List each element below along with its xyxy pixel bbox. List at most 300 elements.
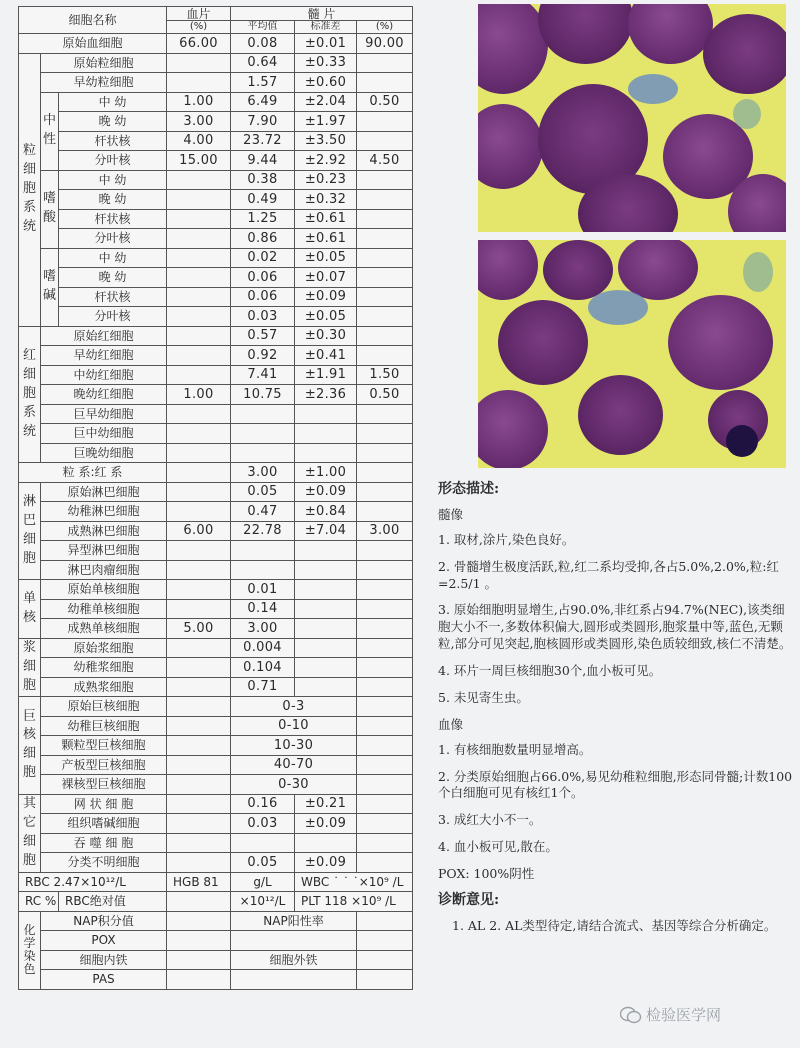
table-cell bbox=[357, 697, 413, 717]
table-cell bbox=[295, 560, 357, 580]
table-cell: 原始浆细胞 bbox=[41, 638, 167, 658]
table-cell: 分叶核 bbox=[59, 307, 167, 327]
table-cell bbox=[167, 346, 231, 366]
table-cell bbox=[167, 326, 231, 346]
table-cell bbox=[357, 580, 413, 600]
table-cell: 产板型巨核细胞 bbox=[41, 755, 167, 775]
table-cell: ±0.07 bbox=[295, 268, 357, 288]
table-cell: 0.50 bbox=[357, 385, 413, 405]
group-neutrophil bbox=[41, 92, 59, 170]
table-cell bbox=[357, 814, 413, 834]
table-cell bbox=[357, 541, 413, 561]
table-cell: 1.00 bbox=[167, 385, 231, 405]
diagnosis-title: 诊断意见: bbox=[438, 891, 500, 908]
table-cell bbox=[357, 209, 413, 229]
watermark-text: 检验医学网 bbox=[646, 1006, 722, 1024]
table-cell bbox=[167, 599, 231, 619]
table-row bbox=[19, 853, 413, 873]
table-cell bbox=[231, 560, 295, 580]
table-cell: 原始巨核细胞 bbox=[41, 697, 167, 717]
group-char: 细 bbox=[22, 834, 36, 849]
table-cell: ±0.05 bbox=[295, 248, 357, 268]
table-cell: 4.00 bbox=[167, 131, 231, 151]
marrow-findings bbox=[438, 532, 793, 707]
table-cell: ±2.92 bbox=[295, 151, 357, 171]
header-cell-name: 细胞名称 bbox=[19, 7, 167, 34]
table-cell: 异型淋巴细胞 bbox=[41, 541, 167, 561]
table-row bbox=[19, 404, 413, 424]
lab-row-1 bbox=[19, 872, 413, 892]
table-cell: ±0.60 bbox=[295, 73, 357, 93]
table-cell bbox=[295, 443, 357, 463]
table-cell bbox=[167, 853, 231, 873]
micrograph-top bbox=[478, 4, 786, 232]
table-cell bbox=[357, 833, 413, 853]
table-cell: 巨中幼细胞 bbox=[41, 424, 167, 444]
micrograph-bottom bbox=[478, 240, 786, 468]
chem-row-4 bbox=[19, 970, 413, 990]
group-char: 中 bbox=[43, 113, 57, 129]
table-cell: 中幼红细胞 bbox=[41, 365, 167, 385]
table-cell: 0.71 bbox=[231, 677, 295, 697]
table-cell: 组织嗜碱细胞 bbox=[41, 814, 167, 834]
table-cell bbox=[167, 190, 231, 210]
table-cell bbox=[357, 619, 413, 639]
finding-item: 1. 取材,涂片,染色良好。 bbox=[438, 531, 575, 547]
table-cell bbox=[167, 53, 231, 73]
group-char: 统 bbox=[22, 218, 36, 234]
table-row bbox=[19, 248, 413, 268]
table-cell bbox=[357, 73, 413, 93]
table-row bbox=[19, 814, 413, 834]
description-title: 形态描述: bbox=[438, 481, 500, 497]
table-row bbox=[19, 131, 413, 151]
table-cell: 早幼粒细胞 bbox=[41, 73, 167, 93]
table-row bbox=[19, 209, 413, 229]
group-char: 细 bbox=[22, 366, 36, 382]
table-row bbox=[19, 424, 413, 444]
header-marrow: 髓 片 bbox=[231, 7, 413, 21]
group-char: 细 bbox=[22, 658, 36, 674]
header-blood-unit: (%) bbox=[167, 21, 231, 34]
group-char: 它 bbox=[22, 815, 36, 831]
table-cell bbox=[357, 716, 413, 736]
table-cell bbox=[167, 307, 231, 327]
table-cell: 幼稚巨核细胞 bbox=[41, 716, 167, 736]
table-cell: 1.25 bbox=[231, 209, 295, 229]
table-cell bbox=[357, 326, 413, 346]
table-cell: 分叶核 bbox=[59, 151, 167, 171]
table-cell: 中 幼 bbox=[59, 170, 167, 190]
chem-row-3 bbox=[19, 950, 413, 970]
wbc-value: WBC ˙ ˙ ˙×10⁹ /L bbox=[295, 872, 413, 892]
finding-item: 3. 成红大小不一。 bbox=[438, 812, 542, 828]
table-cell: 杆状核 bbox=[59, 287, 167, 307]
table-row bbox=[19, 170, 413, 190]
table-cell: 原始淋巴细胞 bbox=[41, 482, 167, 502]
table-cell: 分类不明细胞 bbox=[41, 853, 167, 873]
table-cell: ±0.41 bbox=[295, 346, 357, 366]
table-cell bbox=[167, 794, 231, 814]
header-pct: (%) bbox=[357, 21, 413, 34]
header-sd: 标准差 bbox=[295, 21, 357, 34]
table-row bbox=[19, 326, 413, 346]
table-cell bbox=[167, 755, 231, 775]
table-row bbox=[19, 521, 413, 541]
table-cell: 7.41 bbox=[231, 365, 295, 385]
table-row bbox=[19, 365, 413, 385]
group-char: 核 bbox=[22, 727, 36, 743]
table-row bbox=[19, 268, 413, 288]
table-row bbox=[19, 638, 413, 658]
table-cell: ±0.09 bbox=[295, 482, 357, 502]
group-char: 胞 bbox=[22, 765, 36, 781]
table-cell: ±0.23 bbox=[295, 170, 357, 190]
table-cell bbox=[357, 560, 413, 580]
group-char: 细 bbox=[22, 531, 36, 547]
table-cell: ±0.09 bbox=[295, 814, 357, 834]
table-cell bbox=[357, 268, 413, 288]
table-cell: 幼稚单核细胞 bbox=[41, 599, 167, 619]
group-char: 核 bbox=[22, 609, 36, 625]
table-cell: 晚 幼 bbox=[59, 190, 167, 210]
table-cell bbox=[357, 307, 413, 327]
table-cell: 1.50 bbox=[357, 365, 413, 385]
group-char: 酸 bbox=[43, 210, 57, 225]
table-cell bbox=[357, 736, 413, 756]
table-cell: ±1.00 bbox=[295, 463, 357, 483]
finding-item: 3. 原始细胞明显增生,占90.0%,非红系占94.7%(NEC),该类细胞大小不一,多数体积偏大,圆形或类圆形,胞浆量中等,蓝色,无颗粒,部分可见突起,胞核圆形或类圆形,染色质较细致,核仁不清楚。 bbox=[438, 602, 792, 652]
table-row bbox=[19, 677, 413, 697]
table-cell bbox=[167, 287, 231, 307]
table-cell bbox=[295, 404, 357, 424]
header-row-1 bbox=[19, 7, 413, 21]
group-char: 学 bbox=[23, 935, 36, 950]
rbc-value: RBC 2.47×10¹²/L bbox=[19, 872, 167, 892]
table-cell: 0.38 bbox=[231, 170, 295, 190]
table-cell bbox=[295, 619, 357, 639]
table-cell bbox=[357, 638, 413, 658]
table-cell: 0.16 bbox=[231, 794, 295, 814]
table-cell: 0.50 bbox=[357, 92, 413, 112]
table-cell: 0.01 bbox=[231, 580, 295, 600]
table-cell: 晚 幼 bbox=[59, 112, 167, 132]
table-cell bbox=[167, 775, 231, 795]
group-chem-stain bbox=[19, 911, 41, 989]
group-char: 统 bbox=[22, 423, 36, 439]
group-char: 系 bbox=[22, 199, 36, 215]
table-cell bbox=[167, 170, 231, 190]
nap-score-label: NAP积分值 bbox=[41, 911, 167, 931]
table-cell bbox=[167, 209, 231, 229]
table-cell: ±1.91 bbox=[295, 365, 357, 385]
table-cell bbox=[167, 482, 231, 502]
group-monocyte bbox=[19, 580, 41, 639]
table-cell: 23.72 bbox=[231, 131, 295, 151]
blood-title: 血像 bbox=[438, 716, 464, 732]
marrow-title: 髓像 bbox=[438, 506, 464, 522]
table-cell bbox=[231, 404, 295, 424]
table-row bbox=[19, 794, 413, 814]
group-eosinophil bbox=[41, 170, 59, 248]
group-basophil bbox=[41, 248, 59, 326]
table-cell bbox=[167, 716, 231, 736]
table-cell bbox=[357, 794, 413, 814]
table-row bbox=[19, 619, 413, 639]
table-cell: 成熟浆细胞 bbox=[41, 677, 167, 697]
pox-label: POX bbox=[41, 931, 167, 951]
table-cell: ±0.21 bbox=[295, 794, 357, 814]
table-row bbox=[19, 287, 413, 307]
blood-findings bbox=[438, 742, 793, 856]
pox-result: POX: 100%阴性 bbox=[438, 866, 535, 882]
table-cell bbox=[167, 560, 231, 580]
table-cell: 0.92 bbox=[231, 346, 295, 366]
table-cell bbox=[167, 424, 231, 444]
table-row bbox=[19, 92, 413, 112]
table-cell: 成熟单核细胞 bbox=[41, 619, 167, 639]
table-cell: 粒 系:红 系 bbox=[19, 463, 167, 483]
table-row bbox=[19, 346, 413, 366]
table-cell bbox=[295, 599, 357, 619]
table-row bbox=[19, 385, 413, 405]
table-cell bbox=[167, 404, 231, 424]
table-cell bbox=[295, 677, 357, 697]
pas-label: PAS bbox=[41, 970, 167, 990]
table-cell bbox=[357, 443, 413, 463]
table-cell bbox=[167, 443, 231, 463]
table-cell bbox=[167, 73, 231, 93]
table-cell: 3.00 bbox=[357, 521, 413, 541]
table-cell bbox=[357, 229, 413, 249]
group-char: 巴 bbox=[22, 512, 36, 528]
table-cell bbox=[167, 248, 231, 268]
table-cell: 巨晚幼细胞 bbox=[41, 443, 167, 463]
group-char: 碱 bbox=[43, 288, 57, 303]
table-cell: 晚 幼 bbox=[59, 268, 167, 288]
table-cell: ±0.84 bbox=[295, 502, 357, 522]
table-cell bbox=[357, 853, 413, 873]
table-cell bbox=[357, 424, 413, 444]
table-cell bbox=[295, 580, 357, 600]
table-row bbox=[19, 482, 413, 502]
table-cell bbox=[167, 736, 231, 756]
group-char: 系 bbox=[22, 404, 36, 420]
table-cell bbox=[295, 541, 357, 561]
table-cell bbox=[167, 697, 231, 717]
table-cell bbox=[167, 365, 231, 385]
table-cell bbox=[167, 502, 231, 522]
table-cell: 0.57 bbox=[231, 326, 295, 346]
table-cell: 0.05 bbox=[231, 482, 295, 502]
table-cell bbox=[357, 658, 413, 678]
group-char: 嗜 bbox=[43, 269, 57, 285]
table-cell: 0.49 bbox=[231, 190, 295, 210]
table-row bbox=[19, 755, 413, 775]
group-char: 性 bbox=[43, 132, 57, 147]
table-cell bbox=[295, 424, 357, 444]
group-lymphocyte bbox=[19, 482, 41, 580]
table-cell: 中 幼 bbox=[59, 92, 167, 112]
table-cell: 90.00 bbox=[357, 34, 413, 54]
table-cell bbox=[357, 775, 413, 795]
table-cell: 0.05 bbox=[231, 853, 295, 873]
table-cell: 0.47 bbox=[231, 502, 295, 522]
table-row bbox=[19, 736, 413, 756]
group-char: 红 bbox=[22, 348, 36, 364]
table-cell bbox=[357, 502, 413, 522]
table-cell: 6.00 bbox=[167, 521, 231, 541]
finding-item: 2. 分类原始细胞占66.0%,易见幼稚粒细胞,形态同骨髓;计数100个白细胞可见有核红1个。 bbox=[438, 768, 793, 801]
group-plasma bbox=[19, 638, 41, 697]
table-cell: 裸核型巨核细胞 bbox=[41, 775, 167, 795]
table-cell bbox=[357, 404, 413, 424]
table-row bbox=[19, 34, 413, 54]
table-cell bbox=[357, 190, 413, 210]
table-cell bbox=[167, 580, 231, 600]
table-cell: 原始红细胞 bbox=[41, 326, 167, 346]
table-cell: 0.104 bbox=[231, 658, 295, 678]
table-cell: 3.00 bbox=[167, 112, 231, 132]
rbc-abs-label: RBC绝对值 bbox=[59, 892, 167, 912]
group-char: 细 bbox=[22, 746, 36, 762]
table-cell: 早幼红细胞 bbox=[41, 346, 167, 366]
table-cell: 0-30 bbox=[231, 775, 357, 795]
group-char: 胞 bbox=[22, 181, 36, 197]
table-cell: 4.50 bbox=[357, 151, 413, 171]
table-row bbox=[19, 229, 413, 249]
table-cell: 0.004 bbox=[231, 638, 295, 658]
table-cell: 原始单核细胞 bbox=[41, 580, 167, 600]
watermark bbox=[620, 1004, 721, 1025]
table-cell: 0.06 bbox=[231, 268, 295, 288]
table-cell bbox=[167, 541, 231, 561]
table-row bbox=[19, 697, 413, 717]
table-cell bbox=[295, 833, 357, 853]
table-cell bbox=[231, 424, 295, 444]
table-row bbox=[19, 599, 413, 619]
table-cell: 杆状核 bbox=[59, 131, 167, 151]
table-cell: ±2.36 bbox=[295, 385, 357, 405]
table-cell: 0.02 bbox=[231, 248, 295, 268]
table-cell: 0-3 bbox=[231, 697, 357, 717]
table-row bbox=[19, 541, 413, 561]
group-char: 淋 bbox=[22, 494, 36, 510]
table-cell: 3.00 bbox=[231, 619, 295, 639]
lab-row-2 bbox=[19, 892, 413, 912]
group-char: 巨 bbox=[22, 708, 36, 724]
iron-in-label: 细胞内铁 bbox=[41, 950, 167, 970]
rbc-abs-unit: ×10¹²/L bbox=[231, 892, 295, 912]
table-row bbox=[19, 151, 413, 171]
rc-value: RC % bbox=[19, 892, 59, 912]
group-char: 胞 bbox=[22, 852, 36, 868]
table-cell: 0.08 bbox=[231, 34, 295, 54]
group-char: 染 bbox=[23, 949, 36, 963]
group-char: 嗜 bbox=[43, 191, 57, 207]
table-cell: 0.14 bbox=[231, 599, 295, 619]
finding-item: 2. 骨髓增生极度活跃,粒,红二系均受抑,各占5.0%,2.0%,粒:红=2.5/1 。 bbox=[438, 558, 779, 591]
table-cell: 22.78 bbox=[231, 521, 295, 541]
group-char: 单 bbox=[22, 590, 36, 606]
table-cell: ±0.09 bbox=[295, 287, 357, 307]
table-cell: 晚幼红细胞 bbox=[41, 385, 167, 405]
table-cell: 淋巴肉瘤细胞 bbox=[41, 560, 167, 580]
table-cell: 66.00 bbox=[167, 34, 231, 54]
table-cell: 巨早幼细胞 bbox=[41, 404, 167, 424]
group-megakaryocyte bbox=[19, 697, 41, 795]
table-cell: 5.00 bbox=[167, 619, 231, 639]
table-cell bbox=[357, 755, 413, 775]
group-char: 其 bbox=[22, 796, 36, 812]
table-cell: 1.00 bbox=[167, 92, 231, 112]
chem-row-1 bbox=[19, 911, 413, 931]
table-cell: 7.90 bbox=[231, 112, 295, 132]
plt-value: PLT 118 ×10⁹ /L bbox=[295, 892, 413, 912]
table-cell: 0-10 bbox=[231, 716, 357, 736]
table-cell bbox=[295, 658, 357, 678]
table-cell: 1.57 bbox=[231, 73, 295, 93]
table-cell: 40-70 bbox=[231, 755, 357, 775]
table-cell: ±0.01 bbox=[295, 34, 357, 54]
table-cell bbox=[357, 599, 413, 619]
table-cell bbox=[357, 482, 413, 502]
table-cell: 10.75 bbox=[231, 385, 295, 405]
table-cell bbox=[167, 833, 231, 853]
morphology-description bbox=[438, 480, 793, 943]
marrow-report-table bbox=[18, 6, 413, 990]
hgb-value: HGB 81 bbox=[167, 872, 231, 892]
table-cell: ±0.61 bbox=[295, 229, 357, 249]
table-cell: ±0.09 bbox=[295, 853, 357, 873]
table-cell bbox=[357, 170, 413, 190]
table-cell bbox=[295, 638, 357, 658]
table-cell: 幼稚淋巴细胞 bbox=[41, 502, 167, 522]
table-cell bbox=[357, 131, 413, 151]
table-cell: ±1.97 bbox=[295, 112, 357, 132]
table-cell: 9.44 bbox=[231, 151, 295, 171]
table-cell: 0.86 bbox=[231, 229, 295, 249]
table-cell: 分叶核 bbox=[59, 229, 167, 249]
table-cell bbox=[231, 541, 295, 561]
table-row bbox=[19, 833, 413, 853]
table-row bbox=[19, 112, 413, 132]
diagnosis-text: 1. AL 2. AL类型待定,请结合流式、基因等综合分析确定。 bbox=[452, 917, 777, 933]
table-cell: 0.03 bbox=[231, 814, 295, 834]
table-cell: 颗粒型巨核细胞 bbox=[41, 736, 167, 756]
table-cell bbox=[357, 248, 413, 268]
table-cell bbox=[167, 658, 231, 678]
nap-rate-label: NAP阳性率 bbox=[231, 911, 357, 931]
table-cell: 吞 噬 细 胞 bbox=[41, 833, 167, 853]
table-cell: ±0.33 bbox=[295, 53, 357, 73]
table-cell bbox=[167, 677, 231, 697]
table-cell: 原始血细胞 bbox=[19, 34, 167, 54]
table-cell bbox=[357, 53, 413, 73]
table-row bbox=[19, 502, 413, 522]
table-cell: 15.00 bbox=[167, 151, 231, 171]
table-cell bbox=[167, 814, 231, 834]
group-char: 色 bbox=[23, 962, 36, 977]
table-cell bbox=[357, 287, 413, 307]
table-cell bbox=[167, 638, 231, 658]
table-row bbox=[19, 443, 413, 463]
table-cell: ±7.04 bbox=[295, 521, 357, 541]
table-cell bbox=[167, 229, 231, 249]
table-cell: 10-30 bbox=[231, 736, 357, 756]
table-cell: ±0.05 bbox=[295, 307, 357, 327]
table-row bbox=[19, 580, 413, 600]
